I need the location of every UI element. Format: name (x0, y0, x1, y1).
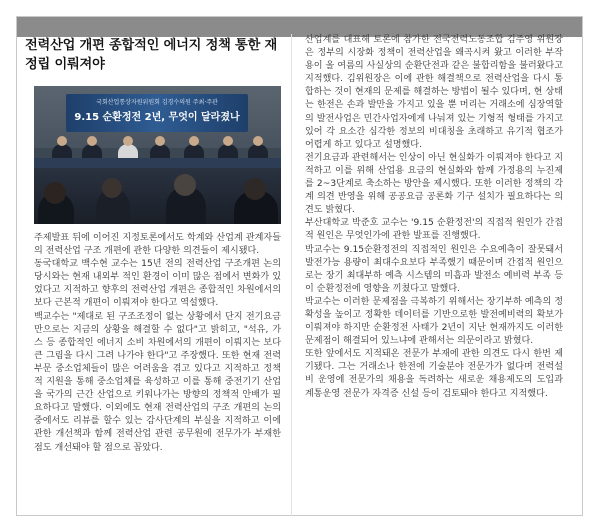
paragraph: 또한 앞에서도 지적돼온 전문가 부재에 관한 의견도 다시 한번 제기됐다. 그는 거래소나 한전에 기술분야 전문가가 없다며 전력설비 운영에 전문가의 채용을 독려하는 새로운 채용제도의 도입과 계통운영 전문가 자격증 신설 등이 검토돼야 한다고 지적했다. (305, 349, 563, 399)
left-body (34, 232, 281, 455)
paragraph: 동국대학교 백수현 교수는 15년 전의 전력산업 구조개편 논의 당시와는 현재 내외부 적인 환경이 이미 많은 점에서 변화가 있었다고 지적하고 향후의 전력산업 개편은 종합적인 차원에서의 보다 근본적 개편이 이뤄져야 한다고 역설했다. (34, 259, 281, 309)
forum-photo (34, 86, 281, 224)
left-column (17, 36, 281, 455)
panel-table (34, 158, 281, 168)
banner-title: 9.15 순환정전 2년, 무엇이 달라졌나 (74, 112, 240, 123)
paragraph: 백교수는 "제대로 된 구조조정이 없는 상황에서 단지 전기요금만으로는 지금의 상황을 해결할 수 없다"고 밝히고, "석유, 가스 등 종합적인 에너지 소비 차원에서의 개편이 이뤄지는 보다 큰 그림을 다시 그려 나가야 한다"고 주장했다. 또한 현재 전력부문 중소업체들이 많은 어려움을 겪고 있다고 지적하고 정책적 지원을 통해 중소업체를 육성하고 이를 통해 중전기기 산업을 국가의 근간 산업으로 키워나가는 방향의 정책적 안배가 필요하다고 말했다. 이외에도 현재 전력산업의 구조 개편의 논의 중에서도 리뷰를 할수 있는 감사단계의 부실을 지적하고 이에관한 개선책과 함께 전력산업 관련 공무원에 전무가가 부재한 점도 개선돼야 할 점으로 꼽았다. (34, 311, 281, 453)
paragraph: 주제발표 뒤에 이어진 지정토론에서도 학계와 산업계 관계자들의 전력산업 구조 개편에 관한 다양한 의견들이 제시됐다. (34, 233, 281, 257)
column-divider (291, 34, 292, 516)
right-body (305, 34, 563, 401)
banner-subtitle: 국회산업통상자원위원회 김경수의원 주최·주관 (96, 99, 218, 106)
right-column (305, 34, 563, 401)
paragraph: 산업계를 대표해 토론에 참가한 전국전력노동조합 김주영 위원장은 정부의 시장화 정책이 전력산업을 왜곡시켜 왔고 이러한 부작용이 올 여름의 사실상의 순환단전과 같은 불합리함을 불러왔다고 지적했다. 김위원장은 이에 관한 해결책으로 전력산업을 다시 통합하는 것이 현재의 문제를 해결하는 방법이 될수 있다며, 현 상태는 한전은 손과 발만을 가지고 있을 뿐 머리는 거래소에 심장역할의 발전사업은 민간사업자에게 나눠져 있는 기형적 형태를 가지고 있어 각 요소간 심각한 정보의 비대칭을 초래하고 유기적 협조가 어렵게 하고 있다고 설명했다. (305, 35, 563, 150)
article-headline: 전력산업 개편 종합적인 에너지 정책 통한 재정립 이뤄져야 (25, 38, 278, 72)
paragraph: 전기요금과 관련해서는 인상이 아닌 현실화가 이뤄져야 한다고 지적하고 이를 위해 산업용 요금의 현실화와 함께 가정용의 누진제를 2~3단계로 축소하는 방안을 제시했다. 또한 이러한 정책의 각계 의견 반영을 위해 공공요금 공론화 기구 설치가 필요하다는 의견도 밝혔다. (305, 152, 563, 216)
forum-banner (66, 94, 248, 132)
paragraph: 박교수는 이러한 문제점을 극복하기 위해서는 장기부하 예측의 정확성을 높이고 정확한 데이터를 기반으로한 발전예비력의 확보가 이뤄져야 하지만 순환정전 사태가 2년이 지난 현재까지도 이러한 문제점이 해결되어 있느냐에 관해서는 의문이라고 밝혔다. (305, 296, 563, 347)
paragraph: 부산대학교 박준호 교수는 '9.15 순환정전'의 직접적 원인가 간접적 원인은 무엇인가에 관한 발표를 진행했다. (305, 218, 563, 242)
paragraph: 박교수는 9.15순환정전의 직접적인 원인은 수요예측이 잘못돼서 발전가능 용량이 최대수요보다 부족했기 때문이며 간접적 원인으로는 장기 최대부하 예측 시스템의 미흡과 발전소 예비력 부족 등이 순환정전에 영향을 끼쳤다고 말했다. (305, 244, 563, 294)
